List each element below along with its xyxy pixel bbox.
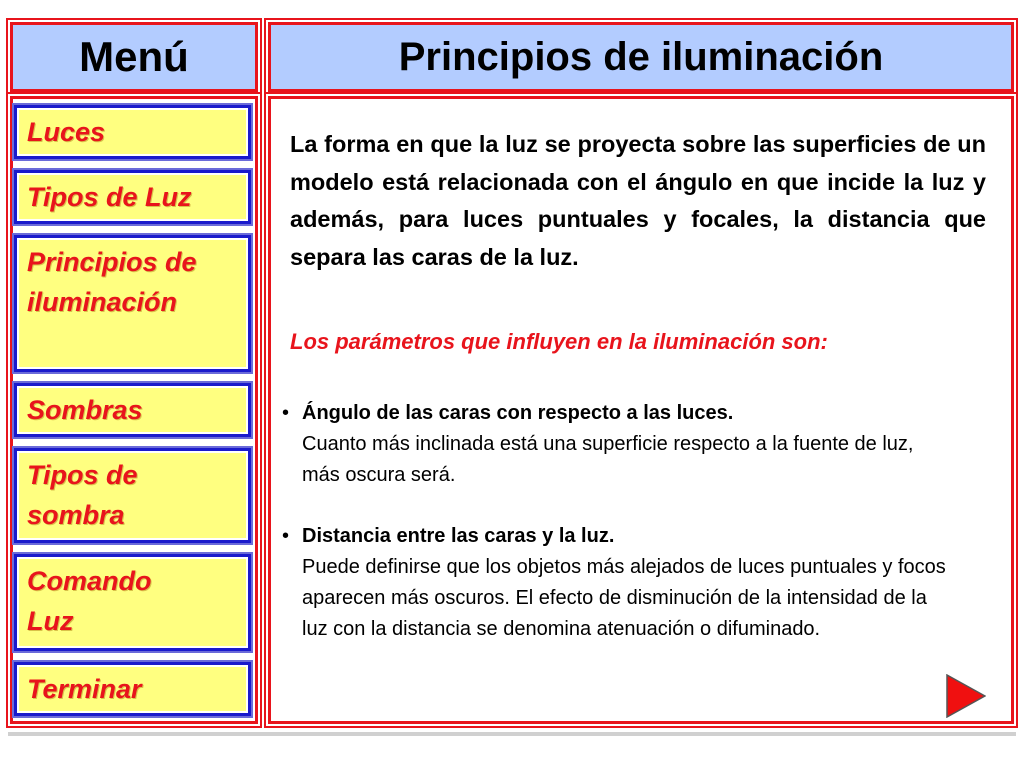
next-button[interactable] [946, 674, 986, 718]
menu-item-tipos-de-luz[interactable] [14, 170, 251, 224]
bullet-marker: • [282, 525, 290, 547]
menu-item-comando-luz[interactable] [14, 554, 251, 651]
page-title [268, 22, 1014, 92]
intro-paragraph: La forma en que la luz se proyecta sobre las superficies de un modelo está relacionada con el ángulo en que incide la luz y además, para luces puntuales y focales, la distancia que separa las caras de la luz. [290, 131, 986, 270]
menu-item-label-line-1: Comando [27, 566, 152, 596]
bullet-marker: • [282, 402, 290, 424]
bullet-angle [282, 398, 982, 491]
bottom-divider [8, 732, 1016, 736]
menu-title [10, 22, 258, 92]
menu-item-label-line-2: sombra [27, 500, 125, 530]
bullet-distance [282, 521, 982, 645]
menu-item-label-line-2: iluminación [27, 287, 178, 317]
menu-item-tipos-de-sombra[interactable] [14, 448, 251, 543]
next-arrow-icon [946, 674, 986, 718]
bullet-heading: Ángulo de las caras con respecto a las luces. [302, 402, 734, 424]
menu-item-sombras[interactable] [14, 383, 251, 437]
menu-item-principios-de-iluminacion[interactable] [14, 235, 251, 372]
menu-item-label: Luces [27, 117, 106, 147]
bullet-text: Puede definirse que los objetos más alejados de luces puntuales y focos aparecen más oscuros. El efecto de disminución de la intensidad de la luz con la distancia se denomina atenuación o difuminado. [302, 556, 946, 640]
menu-item-terminar[interactable] [14, 662, 251, 716]
menu-item-label-line-2: Luz [27, 606, 74, 636]
parameters-heading: Los parámetros que influyen en la iluminación son: [290, 329, 828, 354]
menu-item-luces[interactable] [14, 105, 251, 159]
menu-item-label: Tipos de Luz [27, 182, 192, 212]
menu-item-label: Sombras [27, 395, 143, 425]
bullet-heading: Distancia entre las caras y la luz. [302, 525, 615, 547]
page-title-text: Principios de iluminación [398, 34, 884, 79]
menu-item-label: Terminar [27, 674, 142, 704]
bullet-text: Cuanto más inclinada está una superficie respecto a la fuente de luz, más oscura será. [302, 433, 914, 486]
menu-item-label-line-1: Principios de [27, 247, 197, 277]
menu-title-text: Menú [79, 33, 189, 80]
menu-item-label-line-1: Tipos de [27, 460, 138, 490]
